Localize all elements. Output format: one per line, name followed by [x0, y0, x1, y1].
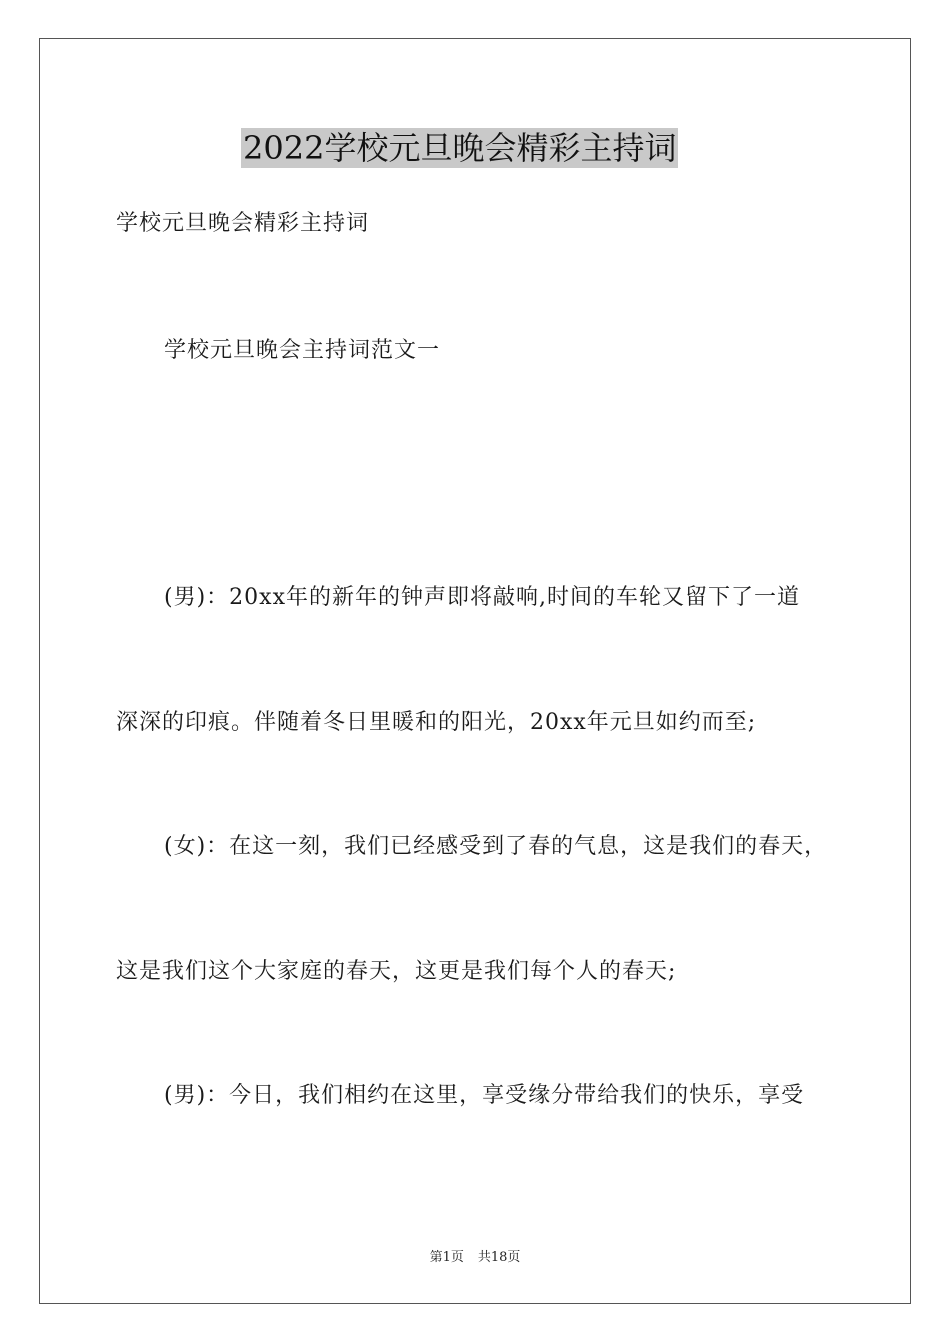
document-subtitle: 学校元旦晚会精彩主持词 — [116, 211, 370, 236]
paragraph-line: (女)：在这一刻，我们已经感受到了春的气息，这是我们的春天， — [164, 834, 828, 859]
page-total: 共18页 — [477, 1250, 521, 1265]
paragraph-line: 这是我们这个大家庭的春天，这更是我们每个人的春天; — [116, 959, 677, 984]
page-footer — [0, 1246, 950, 1265]
paragraph-line: 深深的印痕。伴随着冬日里暖和的阳光，20xx年元旦如约而至; — [116, 710, 757, 735]
page-number: 第1页 — [429, 1250, 464, 1265]
paragraph-line: (男)：20xx年的新年的钟声即将敲响,时间的车轮又留下了一道 — [164, 585, 800, 610]
paragraph-line: (男)：今日，我们相约在这里，享受缘分带给我们的快乐，享受 — [164, 1083, 805, 1108]
document-title: 2022学校元旦晚会精彩主持词 — [243, 129, 677, 167]
section-heading: 学校元旦晚会主持词范文一 — [164, 338, 441, 363]
